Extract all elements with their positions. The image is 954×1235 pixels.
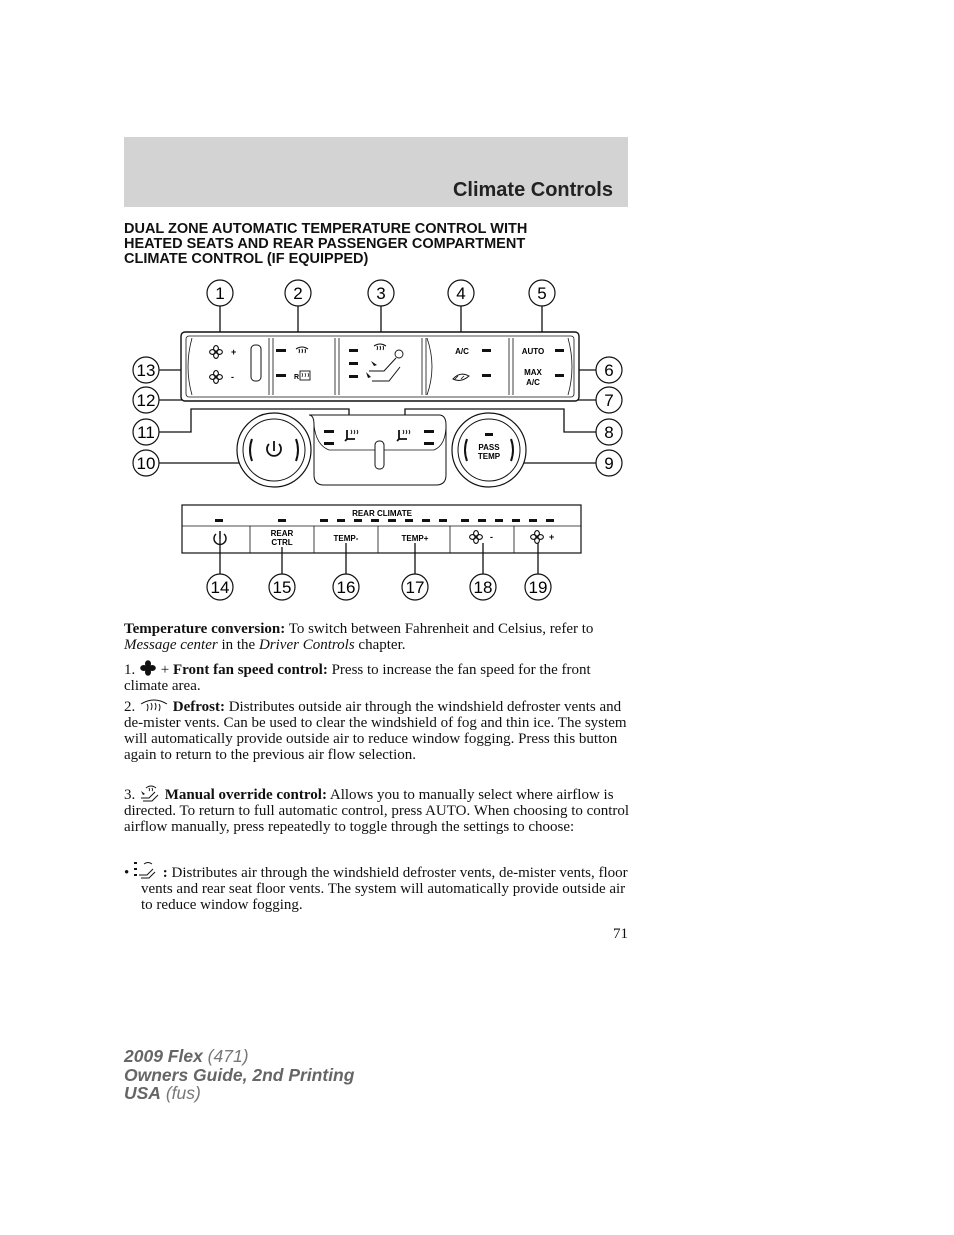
callout-18 [470, 574, 496, 600]
driver-temp-power-knob[interactable] [237, 413, 311, 487]
floor-defrost-airflow-icon [133, 860, 159, 880]
svg-text:PASS: PASS [478, 443, 500, 452]
svg-text:TEMP: TEMP [477, 452, 501, 461]
page-number: 71 [613, 926, 628, 942]
callout-14 [207, 574, 233, 600]
callout-11 [133, 419, 159, 445]
callout-17 [402, 574, 428, 600]
callout-15 [269, 574, 295, 600]
svg-text:2: 2 [293, 284, 303, 303]
seat-and-temp-controls [237, 413, 526, 487]
svg-text:+: + [231, 347, 237, 357]
header-band [124, 137, 628, 207]
svg-text:1: 1 [215, 284, 225, 303]
section-title-line-2: HEATED SEATS AND REAR PASSENGER COMPARTMENT [124, 236, 526, 252]
callout-10 [133, 450, 159, 476]
bullet-item-1: • : Distributes air through the windshield defroster vents, de-mister vents, floor vents and rear seat floor vents. The system will automatically provide outside air to reduce window fogging. [124, 860, 630, 913]
svg-text:R: R [294, 374, 300, 381]
page-title: Climate Controls [452, 179, 613, 201]
defrost-icon [139, 698, 169, 714]
svg-text:18: 18 [473, 578, 493, 597]
callout-1 [207, 280, 233, 306]
svg-text:REAR: REAR [270, 529, 294, 538]
svg-text:-: - [231, 372, 234, 382]
svg-text:TEMP-: TEMP- [333, 534, 359, 543]
fan-icon [139, 659, 157, 677]
section-title-line-1: DUAL ZONE AUTOMATIC TEMPERATURE CONTROL WITH [124, 221, 528, 237]
svg-text:15: 15 [272, 578, 292, 597]
svg-text:9: 9 [604, 454, 614, 473]
svg-text:11: 11 [137, 423, 155, 442]
rear-temp-plus-button[interactable] [402, 534, 429, 543]
svg-text:12: 12 [136, 391, 156, 410]
svg-text:13: 13 [136, 361, 156, 380]
climate-control-diagram [124, 275, 624, 605]
svg-text:4: 4 [456, 284, 466, 303]
rear-climate-label: REAR CLIMATE [352, 509, 412, 518]
section-title-line-3: CLIMATE CONTROL (IF EQUIPPED) [124, 251, 369, 267]
svg-text:+: + [549, 532, 555, 542]
svg-text:A/C: A/C [455, 347, 469, 356]
section-title [124, 222, 604, 267]
callout-6 [596, 357, 622, 383]
svg-text:MAX: MAX [524, 368, 542, 377]
svg-text:16: 16 [336, 578, 356, 597]
paragraph-item-3: 3. Manual override control: Allows you to manually select where airflow is directed. To return to full automatic control, press AUTO. When choosing to control airflow manually, press repeatedly to toggle through the settings to choose: [124, 784, 630, 835]
svg-text:7: 7 [604, 391, 614, 410]
paragraph-temperature-conversion: Temperature conversion: To switch between Fahrenheit and Celsius, refer to Message center in the Driver Controls chapter. [124, 621, 594, 653]
callout-19 [525, 574, 551, 600]
auto-button[interactable] [522, 347, 545, 356]
svg-text:3: 3 [376, 284, 386, 303]
svg-text:5: 5 [537, 284, 547, 303]
rear-ctrl-button[interactable] [271, 529, 294, 547]
svg-text:17: 17 [405, 578, 425, 597]
paragraph-item-2: 2. Defrost: Distributes outside air through the windshield defroster vents and de-mister vents. Can be used to clear the windshield of fog and thin ice. The system will automatically provide outside air to reduce window fogging. Press this button again to return to the previous air flow selection. [124, 699, 627, 763]
callout-2 [285, 280, 311, 306]
rear-temp-minus-button[interactable] [334, 534, 359, 543]
callout-7 [596, 387, 622, 413]
callout-markers-lower [207, 574, 551, 600]
callout-12 [133, 387, 159, 413]
callout-5 [529, 280, 555, 306]
callout-9 [596, 450, 622, 476]
svg-text:10: 10 [136, 454, 156, 473]
pass-temp-knob[interactable] [452, 413, 526, 487]
callout-3 [368, 280, 394, 306]
svg-text:-: - [490, 532, 493, 542]
callout-4 [448, 280, 474, 306]
svg-text:A/C: A/C [526, 378, 540, 387]
svg-text:19: 19 [528, 578, 548, 597]
svg-text:AUTO: AUTO [521, 347, 545, 356]
callout-8 [596, 419, 622, 445]
paragraph-item-1: 1. + Front fan speed control: Press to increase the fan speed for the front climate area. [124, 659, 630, 694]
svg-text:CTRL: CTRL [271, 538, 293, 547]
svg-text:8: 8 [604, 423, 614, 442]
ac-button[interactable] [455, 347, 469, 356]
footer: 2009 Flex (471) Owners Guide, 2nd Printing USA (fus) [124, 1046, 355, 1103]
front-control-panel [181, 332, 579, 401]
svg-text:6: 6 [604, 361, 614, 380]
manual-override-icon [139, 784, 161, 802]
callout-16 [333, 574, 359, 600]
max-ac-button[interactable] [524, 368, 542, 387]
rear-climate-panel [182, 505, 581, 553]
callout-13 [133, 357, 159, 383]
svg-text:TEMP+: TEMP+ [401, 534, 429, 543]
svg-text:14: 14 [210, 578, 230, 597]
